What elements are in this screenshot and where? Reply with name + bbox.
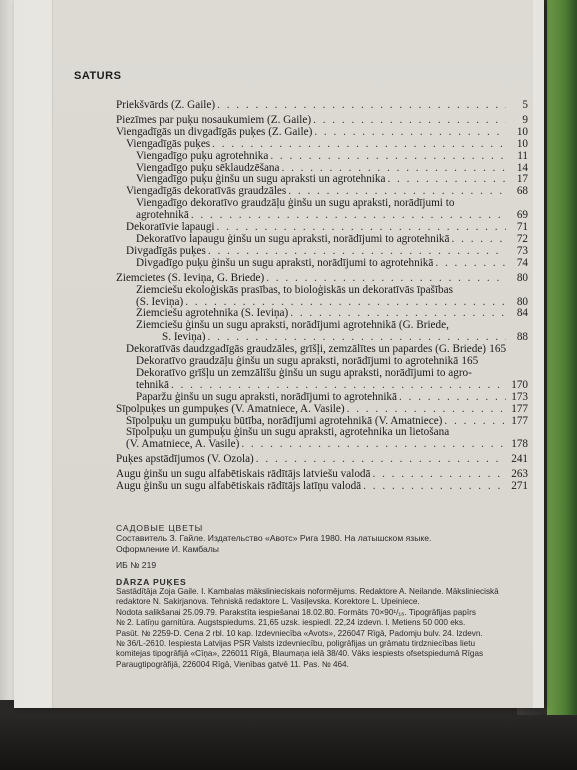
toc-entry [116, 258, 528, 270]
page-edge [0, 0, 14, 700]
toc-entry-label: Viengadīgo puķu ģinšu un sugu apraksti un agrotehnika [136, 174, 386, 186]
toc-entry [116, 210, 528, 222]
toc-entry [116, 234, 528, 246]
toc-entry-label: (S. Ieviņa) [136, 296, 184, 308]
toc-entry [116, 392, 528, 404]
toc-entry-label: Augu ģinšu un sugu alfabētiskais rādītājs latviešu valodā [116, 469, 371, 481]
toc-entry [116, 320, 528, 332]
toc-entry-page: 177 [511, 402, 528, 415]
colophon-latvian-line: komitejas tipogrāfijā «Cīņa», 226011 Rīgā, Blaumaņa ielā 38/40. Vāks iespiests ofsetspiedumā Rīgas [116, 649, 484, 659]
colophon-russian-number: ИБ № 219 [116, 560, 157, 571]
book-cover-edge [547, 0, 577, 770]
toc-entry [116, 368, 528, 380]
toc-entry-label: Piezīmes par puķu nosaukumiem (Z. Gaile) [116, 114, 312, 126]
toc-entry-label: Dekoratīvo grīšļu un zemzālīšu ģinšu un sugu apraksti, norādījumi to agro- [136, 367, 472, 379]
toc-entry-label: Viengadīgo puķu agrotehnika [136, 150, 269, 162]
toc-entry-page: 84 [516, 307, 528, 320]
toc-entry-label: Ziemciešu agrotehnika (S. Ieviņa) [136, 308, 289, 320]
toc-entry [116, 481, 528, 493]
toc-entry-page: 11 [517, 149, 528, 162]
toc-entry-page: 73 [516, 244, 528, 257]
colophon-latvian-line: Sastādītāja Zoja Gaile. I. Kambalas mākslinieciskais noformējums. Redaktore A. Neilande. Mākslinieciskā [116, 587, 499, 597]
toc-entry-page: 17 [516, 173, 528, 186]
toc-entry [116, 416, 528, 428]
colophon-russian-line: Оформление И. Камбалы [116, 543, 219, 554]
colophon-latvian-line: redaktore N. Sakirjanova. Tehniskā redaktore L. Vasiļevska. Korektore L. Upeiniece. [116, 597, 420, 607]
toc-entry-label: Paparžu ģinšu un sugu apraksti, norādījumi to agrotehnikā [136, 391, 397, 403]
toc-entry-label: Ziemciešu ekoloģiskās prasības, to bioloģiskās un dekoratīvās īpašības [136, 284, 453, 296]
toc-entry-label: Puķes apstādījumos (V. Ozola) [116, 454, 254, 466]
toc-entry [116, 427, 528, 439]
toc-entry [116, 297, 528, 309]
toc-entry-page: 88 [516, 331, 528, 344]
toc-entry [116, 100, 528, 112]
toc-entry [116, 163, 528, 175]
colophon-latvian-line: Paraugtipogrāfijā, 226004 Rīgā, Vienības gatvē 11. Pas. № 464. [116, 659, 349, 669]
toc-entry-label: Divgadīgo puķu ģinšu un sugu apraksti, norādījumi to agrotehnikā [136, 257, 434, 269]
toc-entry-page: 9 [522, 113, 528, 126]
toc-entry-label: Sīpolpuķu un gumpuķu ģinšu un sugu apraksti, agrotehnika un lietošana [126, 427, 450, 439]
toc-entry-label: Priekšvārds (Z. Gaile) [116, 100, 216, 111]
toc-entry-label: Ziemciešu ģinšu un sugu apraksti, norādījumi agrotehnikā (G. Briede, [136, 320, 449, 332]
colophon [116, 523, 528, 670]
toc-entry-label: Dekoratīvās daudzgadīgās graudzāles, grīšļi, zemzālītes un papardes (G. Briede) [126, 344, 487, 356]
background-bottom [0, 715, 577, 770]
toc-entry-label: Ziemcietes (S. Ieviņa, G. Briede) [116, 272, 265, 284]
table-of-contents [116, 100, 528, 493]
toc-entry-page: 241 [511, 453, 528, 466]
toc-entry [116, 222, 528, 234]
colophon-latvian-line: № 36/L-2610. Iespiesta Latvijas PSR Valsts izdevniecību, poligrāfijas un grāmatu tirdzniecības lietu [116, 639, 476, 649]
toc-entry-page: 14 [516, 161, 528, 174]
toc-entry-label: S. Ieviņa) [162, 332, 206, 344]
toc-entry [116, 285, 528, 297]
toc-entry-label: Dekoratīvo graudzāļu ģinšu un sugu apraksti, norādījumi to agrotehnikā [136, 356, 459, 368]
toc-entry-label: Sīpolpuķu un gumpuķu būtība, norādījumi agrotehnikā (V. Amatniece) [126, 415, 443, 427]
toc-entry [116, 127, 528, 139]
toc-entry-page: 271 [511, 480, 528, 493]
toc-entry-label: (V. Amatniece, A. Vasile) [126, 439, 240, 451]
toc-entry-label: Viengadīgās puķes [126, 138, 211, 150]
toc-entry [116, 115, 528, 127]
toc-entry [116, 174, 528, 186]
colophon-latvian-line: Pasūt. № 2259-D. Cena 2 rbl. 10 kap. Izdevniecība «Avots», 226047 Rīgā, Padomju bulv. 24. Izdevn. [116, 628, 483, 638]
colophon-russian-line: Составитель З. Гайле. Издательство «Авотс» Рига 1980. На латышском языке. [116, 533, 432, 544]
toc-entry-label: Sīpolpuķes un gumpuķes (V. Amatniece, A. Vasile) [116, 403, 345, 415]
toc-entry-page: 80 [516, 295, 528, 308]
toc-entry-label: Viengadīgās dekoratīvās graudzāles [126, 186, 287, 198]
toc-entry-page: 170 [511, 378, 528, 391]
toc-entry-label: Divgadīgās puķes [126, 245, 206, 257]
toc-entry-page: 263 [511, 468, 528, 481]
colophon-russian-title: САДОВЫЕ ЦВЕТЫ [116, 523, 204, 533]
toc-entry-page: 165 [489, 343, 507, 356]
toc-entry [116, 469, 528, 481]
toc-entry-label: Dekoratīvie lapaugi [126, 222, 215, 234]
colophon-latvian-line: № 2. Latīņu garnitūra. Augstspiedums. 21,65 uzsk. iespiedl. 22,24 izdevn. l. Metiens 50 000 eks. [116, 618, 466, 628]
toc-entry [116, 246, 528, 258]
toc-entry-page: 177 [511, 414, 528, 427]
toc-entry [116, 439, 528, 451]
toc-entry-label: Viengadīgās un divgadīgās puķes (Z. Gaile) [116, 126, 313, 138]
toc-entry [116, 273, 528, 285]
toc-entry [116, 380, 528, 392]
toc-entry-page: 10 [516, 125, 528, 138]
toc-entry-page: 178 [511, 438, 528, 451]
toc-entry-page: 80 [516, 271, 528, 284]
toc-entry-label: Viengadīgo dekoratīvo graudzāļu ģinšu un sugu apraksti, norādījumi to [136, 198, 455, 210]
toc-entry-label: tehnikā [136, 379, 169, 391]
toc-entry [116, 454, 528, 466]
toc-entry-page: 10 [516, 137, 528, 150]
toc-entry-page: 72 [516, 232, 528, 245]
toc-entry [116, 404, 528, 416]
toc-entry-page: 71 [516, 221, 528, 234]
toc-entry-label: Augu ģinšu un sugu alfabētiskais rādītājs latīņu valodā [116, 481, 362, 493]
toc-entry [116, 186, 528, 198]
toc-entry [116, 356, 528, 368]
toc-entry-page: 74 [516, 256, 528, 269]
toc-entry-label: Viengadīgo puķu sēklaudzēšana [136, 162, 280, 174]
toc-entry-page: 68 [516, 185, 528, 198]
toc-entry [116, 151, 528, 163]
colophon-latvian-title: DĀRZA PUĶES [116, 576, 187, 587]
toc-entry-page: 165 [461, 355, 479, 368]
toc-entry [116, 308, 528, 320]
toc-entry [116, 198, 528, 210]
toc-entry-label: agrotehnikā [136, 210, 189, 222]
toc-entry-page: 5 [522, 99, 528, 111]
toc-entry-label: Dekoratīvo lapaugu ģinšu un sugu apraksti, norādījumi to agrotehnikā [136, 233, 450, 245]
toc-title: SATURS [74, 70, 122, 82]
toc-entry [116, 139, 528, 151]
toc-entry [116, 332, 528, 344]
colophon-latvian-line: Nodota salikšanai 25.09.79. Parakstīta iespiešanai 18.02.80. Formāts 70×90¹/₁₆. Tipogrāfijas papīrs [116, 607, 476, 617]
toc-entry-page: 173 [511, 390, 528, 403]
toc-entry-page: 69 [516, 209, 528, 222]
